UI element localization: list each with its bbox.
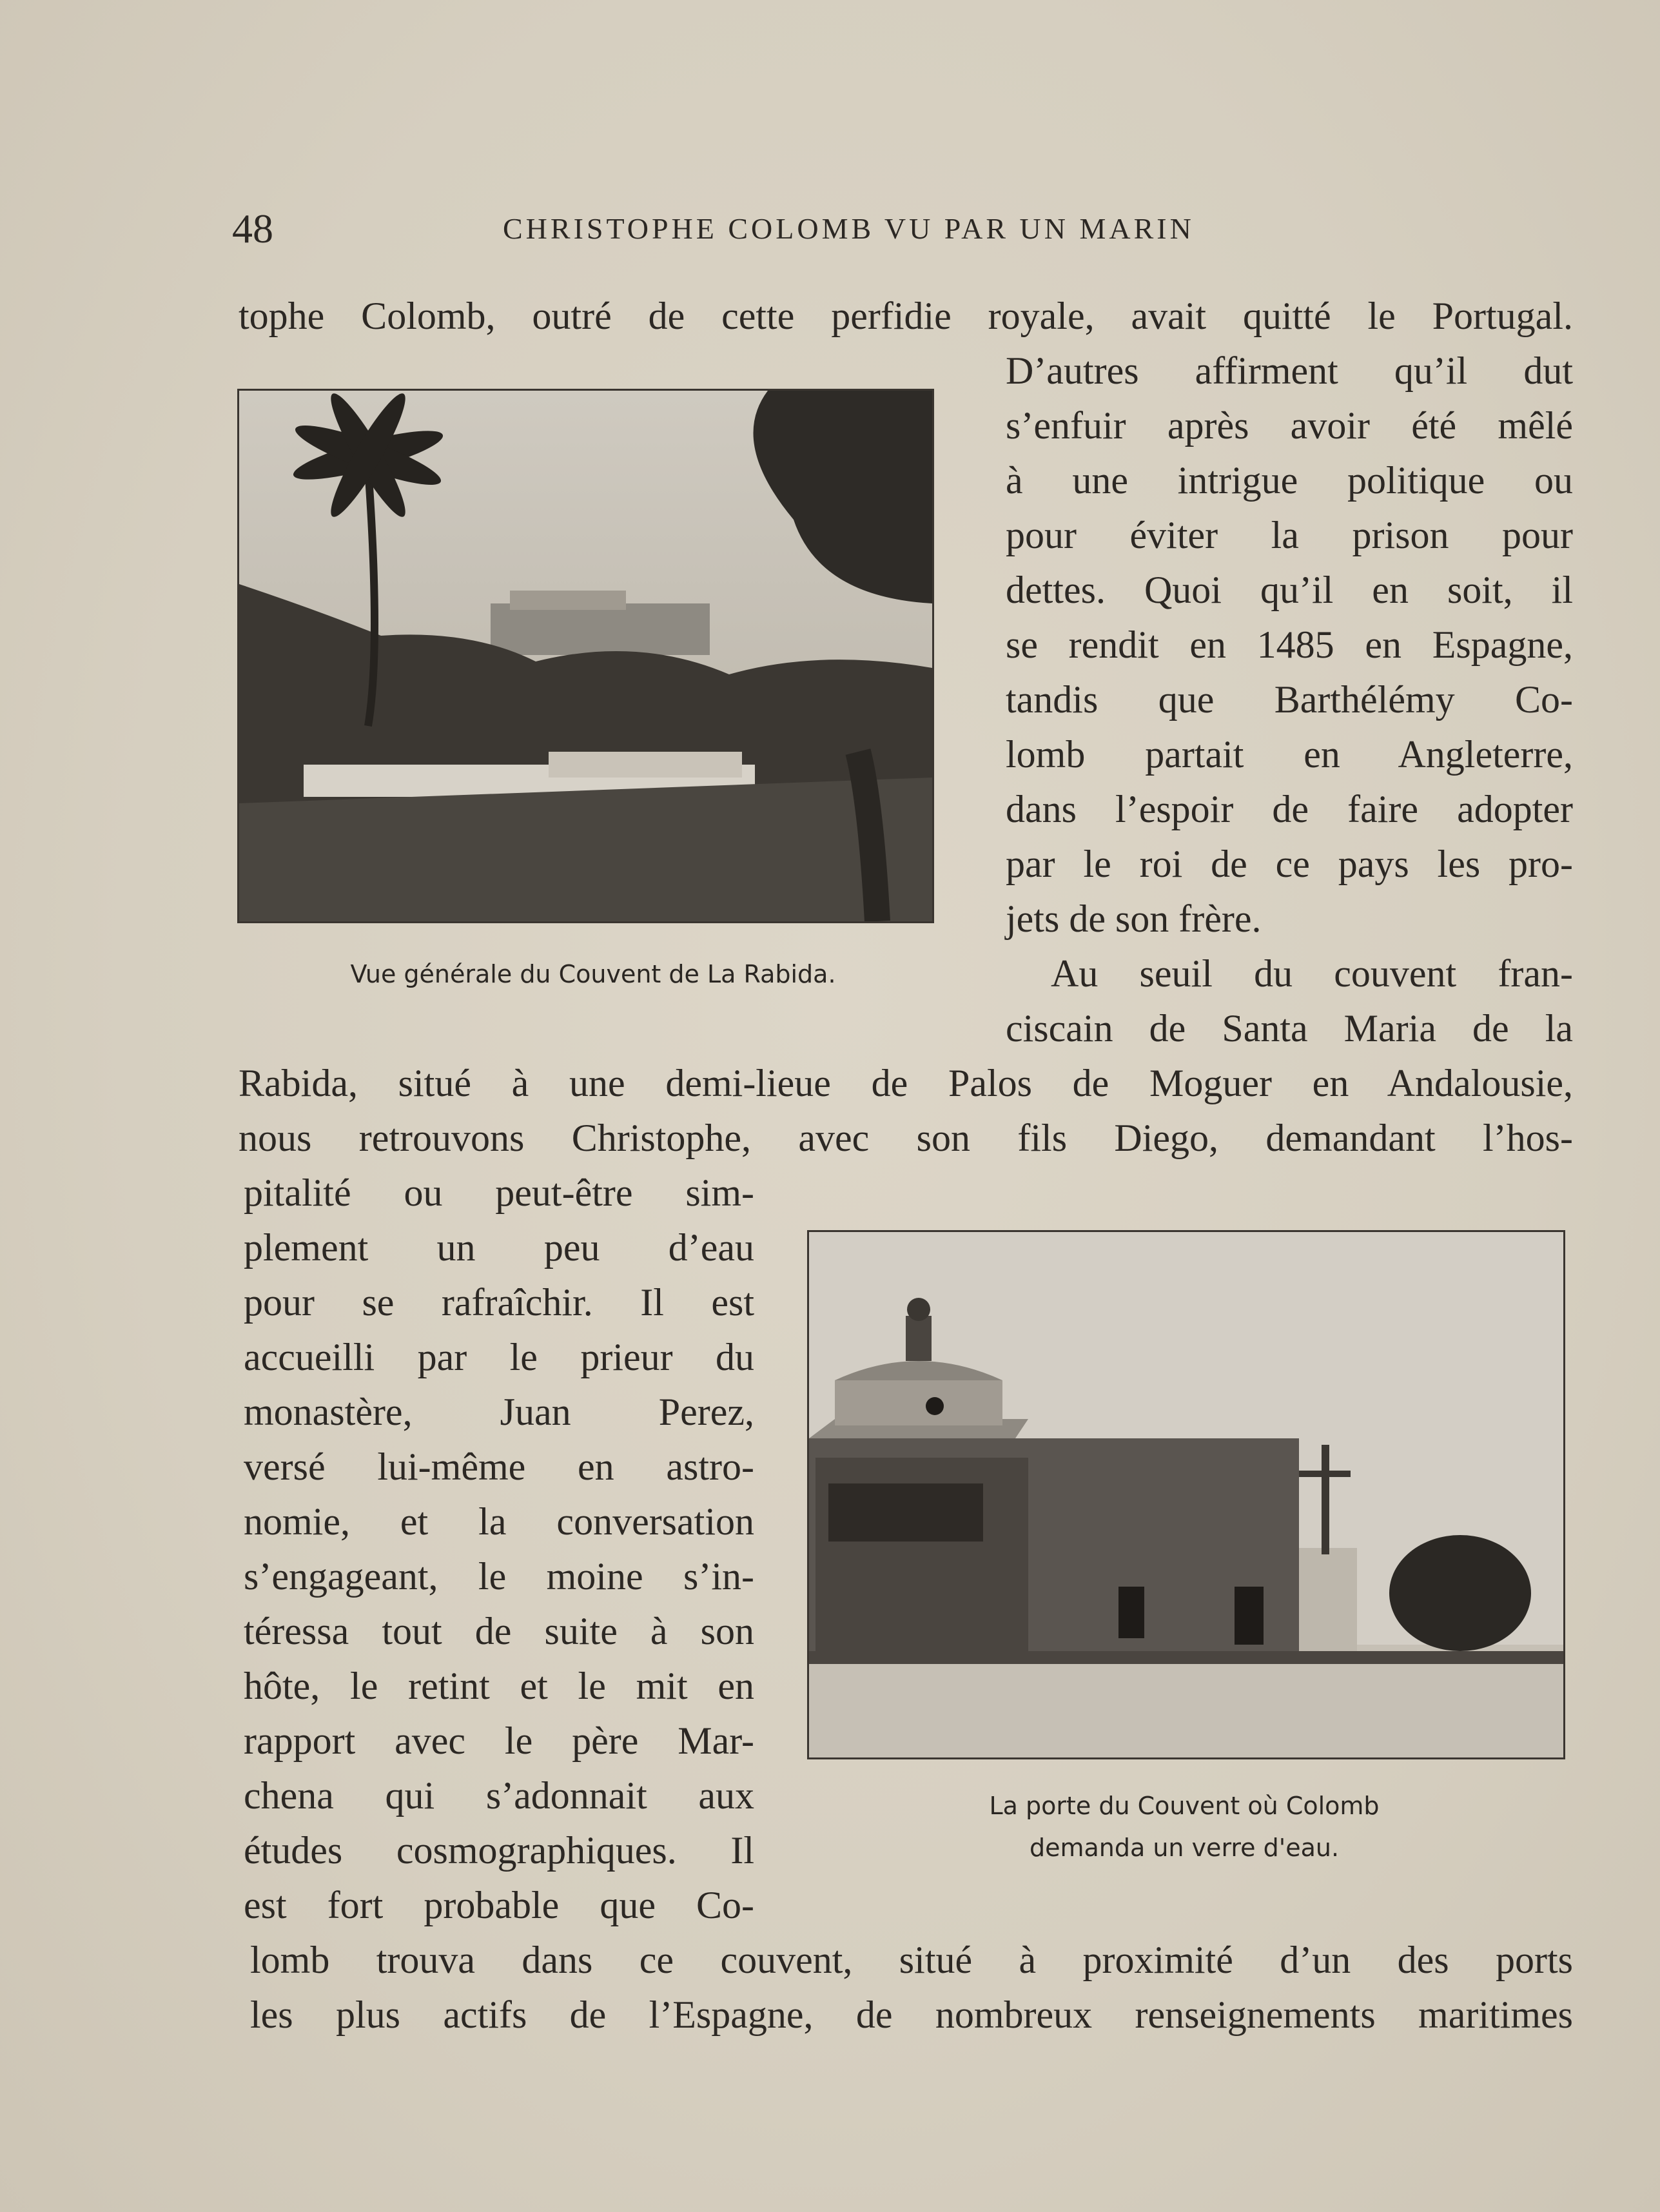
text-line: nous retrouvons Christophe, avec son fils Diego, demandant l’hos- [239, 1117, 1573, 1159]
text-line: jets de son frère. [1006, 897, 1262, 940]
text-line: monastère, Juan Perez, [244, 1391, 754, 1433]
text-line: rapport avec le père Mar- [244, 1719, 754, 1762]
text-line: hôte, le retint et le mit en [244, 1665, 754, 1707]
figure-convent-door [807, 1230, 1565, 1759]
text-line: Rabida, situé à une demi-lieue de Palos de Moguer en Andalousie, [239, 1062, 1573, 1104]
text-line: chena qui s’adonnait aux [244, 1774, 754, 1817]
text-line: études cosmographiques. Il [244, 1829, 754, 1872]
figure2-caption-line2: demanda un verre d'eau. [1029, 1834, 1340, 1862]
text-line: plement un peu d’eau [244, 1226, 754, 1269]
text-line: pitalité ou peut-être sim- [244, 1171, 754, 1214]
text-line: lomb trouva dans ce couvent, situé à proximité d’un des ports [250, 1939, 1573, 1981]
text-line: par le roi de ce pays les pro- [1006, 843, 1573, 885]
text-line: dettes. Quoi qu’il en soit, il [1006, 569, 1573, 611]
figure-convent-general-view [237, 389, 934, 923]
text-line: accueilli par le prieur du [244, 1336, 754, 1378]
figure2-caption-line1: La porte du Couvent où Colomb [989, 1792, 1380, 1820]
text-line: est fort probable que Co- [244, 1884, 754, 1926]
text-line: Au seuil du couvent fran- [1051, 952, 1573, 995]
text-line: nomie, et la conversation [244, 1500, 754, 1543]
text-line: téressa tout de suite à son [244, 1610, 754, 1652]
running-title: CHRISTOPHE COLOMB VU PAR UN MARIN [503, 212, 1195, 245]
text-line: se rendit en 1485 en Espagne, [1006, 623, 1573, 666]
text-line: les plus actifs de l’Espagne, de nombreux renseignements maritimes [250, 1993, 1573, 2036]
text-line: s’enfuir après avoir été mêlé [1006, 404, 1573, 447]
figure1-caption: Vue générale du Couvent de La Rabida. [350, 960, 836, 988]
text-line: tandis que Barthélémy Co- [1006, 678, 1573, 721]
text-line: dans l’espoir de faire adopter [1006, 788, 1573, 830]
text-line: ciscain de Santa Maria de la [1006, 1007, 1573, 1050]
text-line: versé lui-même en astro- [244, 1445, 754, 1488]
text-line: D’autres affirment qu’il dut [1006, 349, 1573, 392]
text-line: tophe Colomb, outré de cette perfidie royale, avait quitté le Portugal. [239, 295, 1573, 337]
text-line: pour se rafraîchir. Il est [244, 1281, 754, 1324]
text-line: à une intrigue politique ou [1006, 459, 1573, 502]
page-number: 48 [232, 206, 273, 251]
convent-door-illustration [809, 1232, 1563, 1757]
text-line: pour éviter la prison pour [1006, 514, 1573, 556]
text-line: s’engageant, le moine s’in- [244, 1555, 754, 1598]
page-header [232, 205, 1573, 250]
convent-photo-illustration [239, 391, 932, 921]
text-line: lomb partait en Angleterre, [1006, 733, 1573, 776]
